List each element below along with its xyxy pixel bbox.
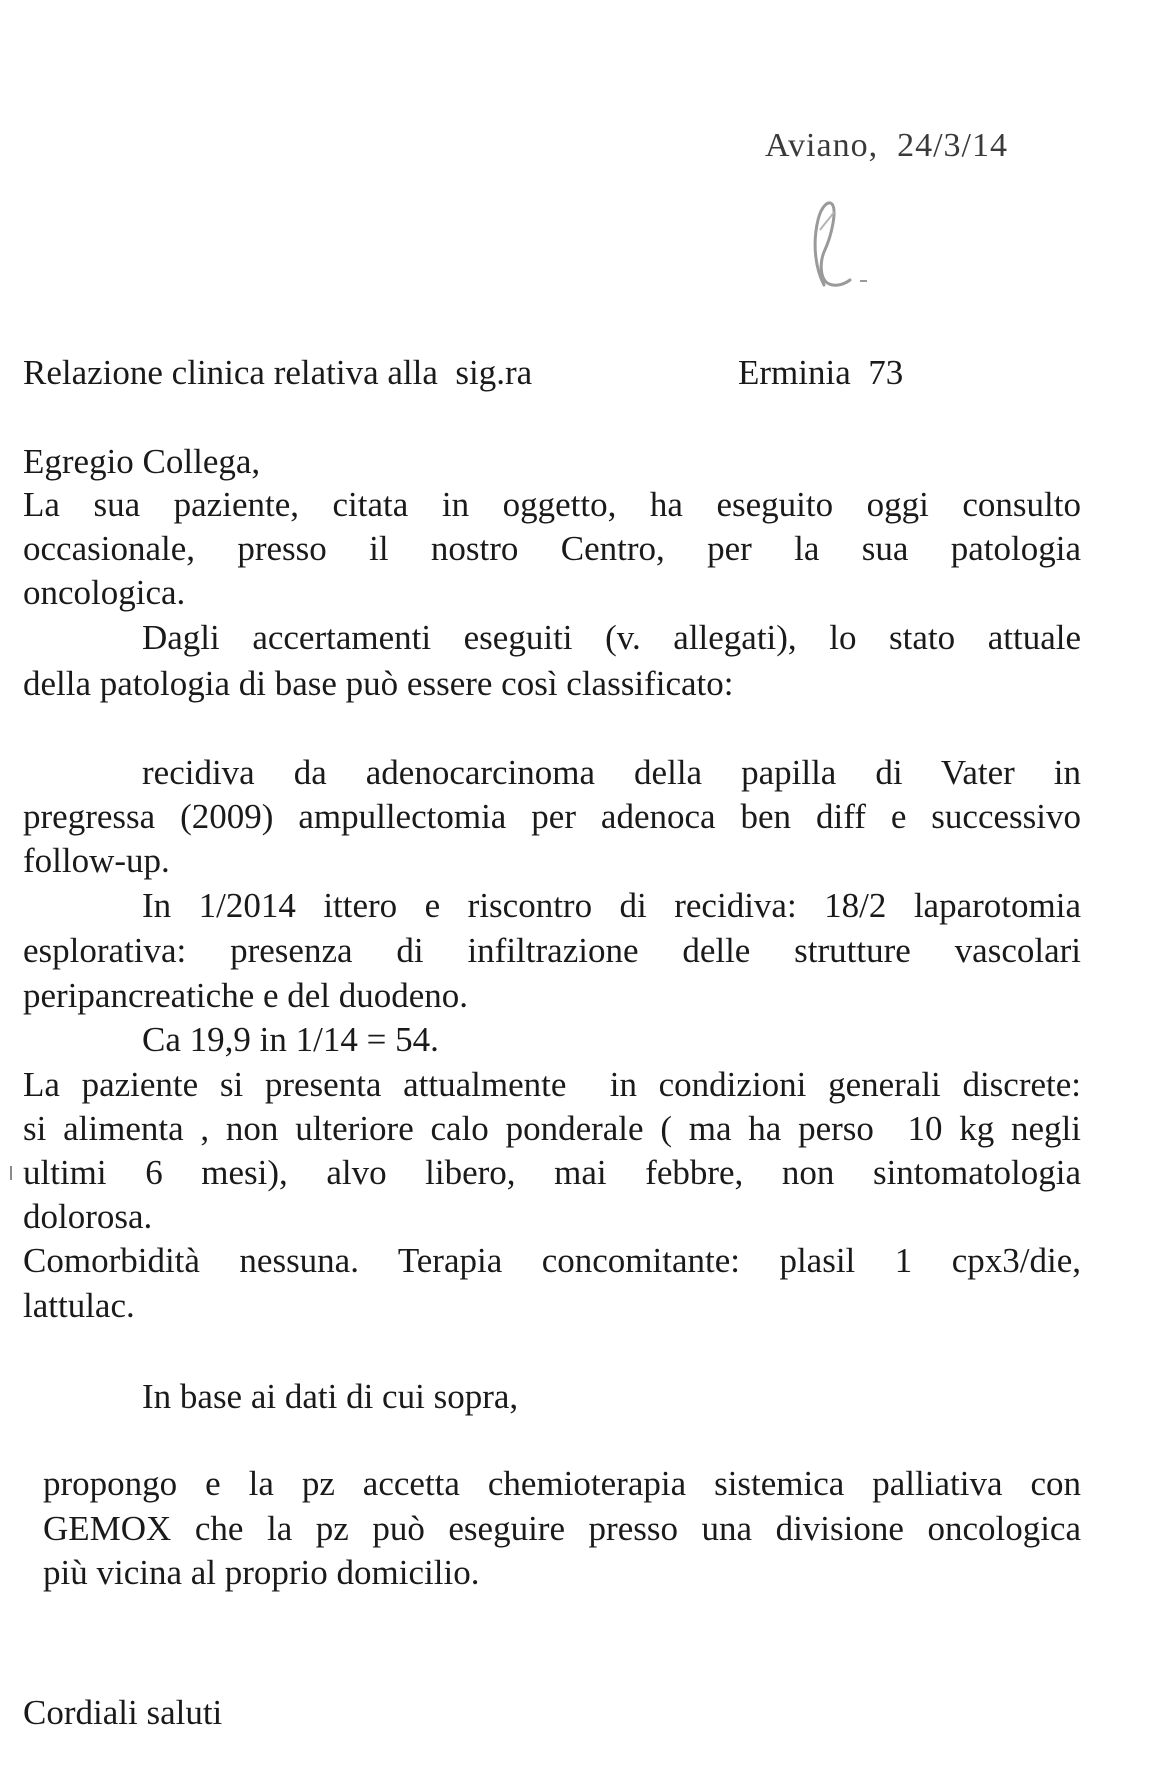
paragraph-line: In base ai dati di cui sopra, <box>142 1377 519 1416</box>
paragraph-line: peripancreatiche e del duodeno. <box>23 976 469 1015</box>
paragraph-line: esplorativa: presenza di infiltrazione delle strutture vascolari <box>23 931 1081 970</box>
ca-value-line: Ca 19,9 in 1/14 = 54. <box>142 1020 439 1059</box>
paragraph-line: oncologica. <box>23 573 186 612</box>
paragraph-line: recidiva da adenocarcinoma della papilla di Vater in <box>142 753 1081 792</box>
paragraph-line: si alimenta , non ulteriore calo ponderale ( ma ha perso 10 kg negli <box>23 1109 1081 1148</box>
paragraph-line: della patologia di base può essere così classificato: <box>23 664 734 703</box>
closing: Cordiali saluti <box>23 1693 223 1732</box>
paragraph-line: Comorbidità nessuna. Terapia concomitante: plasil 1 cpx3/die, <box>23 1241 1081 1280</box>
paragraph-line: GEMOX che la pz può eseguire presso una divisione oncologica <box>43 1509 1081 1548</box>
paragraph-line: pregressa (2009) ampullectomia per adenoca ben diff e successivo <box>23 797 1081 836</box>
paragraph-line: occasionale, presso il nostro Centro, per la sua patologia <box>23 529 1081 568</box>
paragraph-line: più vicina al proprio domicilio. <box>43 1553 480 1592</box>
paragraph-line: follow-up. <box>23 841 170 880</box>
paragraph-line: dolorosa. <box>23 1197 153 1236</box>
scan-mark <box>10 1166 12 1180</box>
place-date: Aviano, 24/3/14 <box>765 127 1008 164</box>
paragraph-line: Dagli accertamenti eseguiti (v. allegati), lo stato attuale <box>142 618 1081 657</box>
paragraph-line: La paziente si presenta attualmente in condizioni generali discrete: <box>23 1065 1081 1104</box>
paragraph-line: La sua paziente, citata in oggetto, ha eseguito oggi consulto <box>23 485 1081 524</box>
paragraph-line: lattulac. <box>23 1286 135 1325</box>
paragraph-line: In 1/2014 ittero e riscontro di recidiva: 18/2 laparotomia <box>142 886 1081 925</box>
patient-name: Erminia 73 <box>738 353 904 392</box>
greeting: Egregio Collega, <box>23 442 261 481</box>
paragraph-line: propongo e la pz accetta chemioterapia sistemica palliativa con <box>43 1464 1081 1503</box>
handwritten-initial <box>790 190 880 300</box>
subject-label: Relazione clinica relativa alla sig.ra <box>23 353 533 392</box>
paragraph-line: ultimi 6 mesi), alvo libero, mai febbre, non sintomatologia <box>23 1153 1081 1192</box>
